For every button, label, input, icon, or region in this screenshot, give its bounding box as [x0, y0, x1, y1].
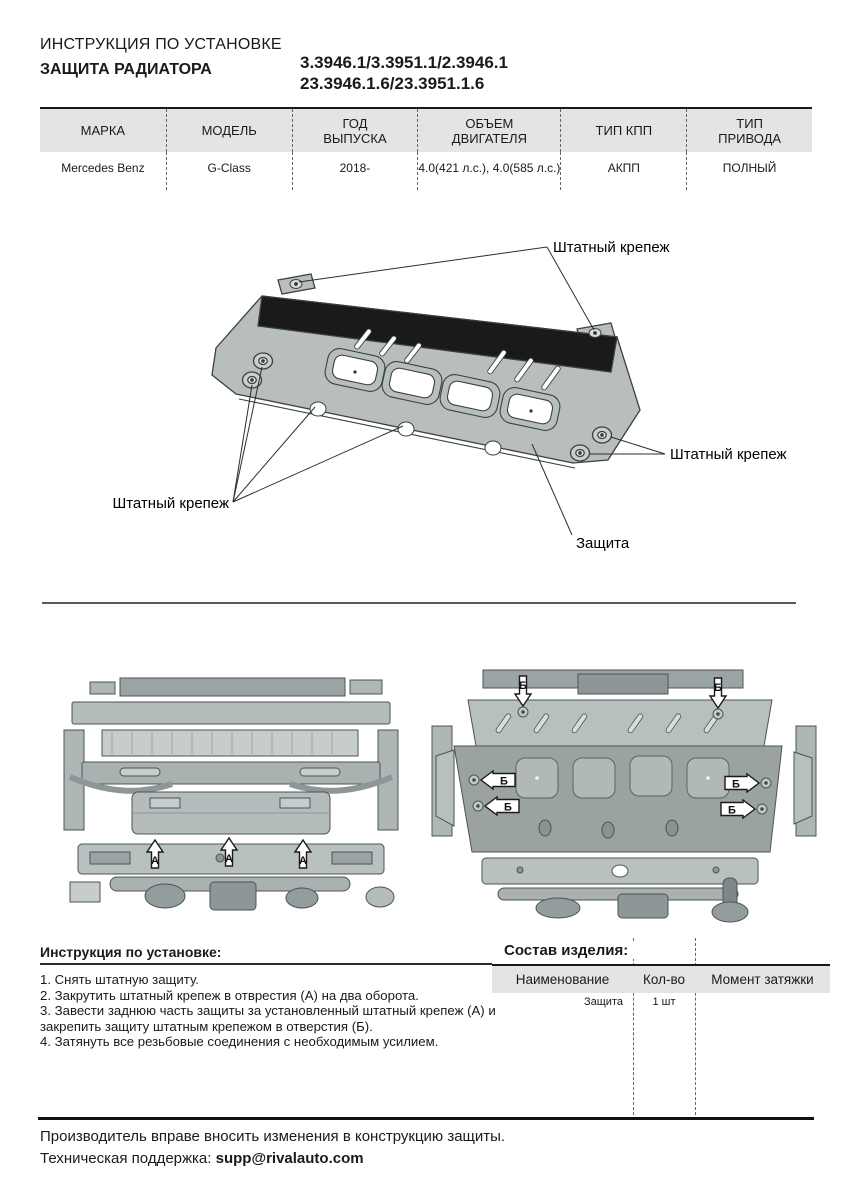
composition-heading: Состав изделия: — [504, 942, 634, 959]
vehicle-spec-table — [40, 107, 812, 190]
label-fastener-top: Штатный крепеж — [553, 239, 670, 256]
label-shield: Защита — [576, 535, 630, 552]
instruction-step-3: 3. Завести заднюю часть защиты за установленный штатный крепеж (А) и закрепить защиту штатным крепежом в отверстия (Б). — [40, 1003, 496, 1034]
spec-value-engine: 4.0(421 л.с.), 4.0(585 л.с.) — [417, 152, 560, 190]
spec-header-transmission: ТИП КПП — [560, 109, 686, 152]
composition-item-qty: 1 шт — [652, 996, 676, 1008]
shield-plate — [212, 274, 640, 468]
instruction-step-4: 4. Затянуть все резьбовые соединения с необходимым усилием. — [40, 1034, 439, 1050]
spec-header-model: МОДЕЛЬ — [166, 109, 292, 152]
svg-text:А: А — [225, 853, 233, 865]
composition-header-torque: Момент затяжки — [711, 972, 814, 987]
footer-support-email: supp@rivalauto.com — [215, 1150, 364, 1167]
footer-rule — [38, 1117, 814, 1120]
svg-text:Б: Б — [504, 801, 512, 814]
part-numbers — [300, 52, 508, 94]
doc-type-title: ИНСТРУКЦИЯ ПО УСТАНОВКЕ — [40, 36, 282, 53]
spec-value-drive: ПОЛНЫЙ — [686, 152, 812, 190]
svg-text:А: А — [299, 855, 307, 867]
footer-note: Производитель вправе вносить изменения в конструкцию защиты. — [40, 1128, 506, 1145]
svg-text:Б: Б — [728, 804, 736, 817]
spec-value-transmission: АКПП — [560, 152, 686, 190]
composition-header-name: Наименование — [515, 972, 610, 987]
underbody-structures — [64, 678, 398, 910]
section-divider — [42, 602, 796, 604]
instructions-steps — [40, 972, 496, 1050]
footer-support-label: Техническая поддержка: — [40, 1150, 216, 1167]
label-fastener-right: Штатный крепеж — [670, 446, 787, 463]
spec-value-brand: Mercedes Benz — [61, 161, 145, 175]
part-numbers-line1: 3.3946.1/3.3951.1/2.3946.1 — [300, 53, 508, 72]
svg-text:Б: Б — [714, 682, 722, 694]
spec-value-model: G-Class — [166, 152, 292, 190]
instructions-underline — [40, 963, 492, 965]
part-numbers-line2: 23.3946.1.6/23.3951.1.6 — [300, 74, 485, 93]
spec-header-engine: ОБЪЕМ ДВИГАТЕЛЯ — [417, 109, 560, 152]
svg-text:Б: Б — [500, 775, 508, 788]
photo-underbody-before — [50, 672, 412, 926]
instructions-heading: Инструкция по установке: — [40, 944, 222, 960]
spec-header-brand: МАРКА — [40, 109, 166, 152]
svg-text:Б: Б — [519, 680, 527, 692]
product-composition-table — [492, 938, 830, 1115]
shield-technical-drawing — [0, 225, 849, 585]
spec-header-drive: ТИП ПРИВОДА — [686, 109, 812, 152]
composition-item-name: Защита — [584, 996, 623, 1008]
svg-text:А: А — [151, 855, 159, 867]
instruction-step-2: 2. Закрутить штатный крепеж в отврестия (А) на два оборота. — [40, 987, 419, 1003]
photo-shield-installed — [428, 666, 820, 924]
composition-header-qty: Кол-во — [643, 972, 685, 987]
label-fastener-left: Штатный крепеж — [112, 495, 229, 512]
spec-header-year: ГОД ВЫПУСКА — [292, 109, 418, 152]
composition-item-torque — [695, 993, 830, 1013]
composition-data-row — [492, 993, 830, 1013]
spec-value-year: 2018- — [292, 152, 418, 190]
instruction-step-1: 1. Снять штатную защиту. — [40, 972, 199, 987]
svg-text:Б: Б — [732, 778, 740, 791]
footer-support — [40, 1150, 364, 1167]
composition-header-row — [492, 966, 830, 993]
product-title: ЗАЩИТА РАДИАТОРА — [40, 61, 212, 78]
installed-shield-structures — [432, 670, 816, 922]
